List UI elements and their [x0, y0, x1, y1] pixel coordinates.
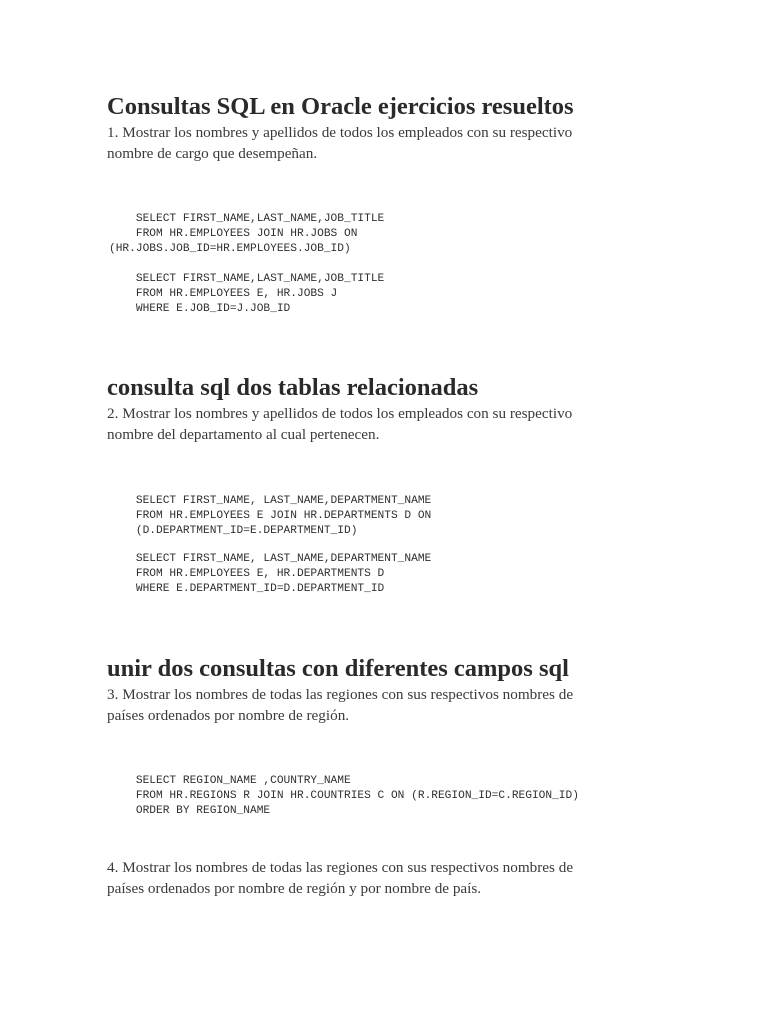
section-1-code-block-2: SELECT FIRST_NAME,LAST_NAME,JOB_TITLE FROM HR.EMPLOYEES E, HR.JOBS J WHERE E.JOB_ID=J.JOB_ID	[135, 273, 385, 315]
section-1-paragraph: 1. Mostrar los nombres y apellidos de todos los empleados con su respectivo nombre de cargo que desempeñan.	[107, 124, 573, 162]
section-1-heading: Consultas SQL en Oracle ejercicios resueltos	[107, 93, 574, 120]
section-4-paragraph: 4. Mostrar los nombres de todas las regiones con sus respectivos nombres de países ordenados por nombre de región y por nombre de país.	[107, 859, 574, 897]
section-3-heading: unir dos consultas con diferentes campos sql	[107, 655, 569, 682]
section-2-code-block-2: SELECT FIRST_NAME, LAST_NAME,DEPARTMENT_NAME FROM HR.EMPLOYEES E, HR.DEPARTMENTS D WHERE E.DEPARTMENT_ID=D.DEPARTMENT_ID	[135, 553, 432, 595]
section-2-heading: consulta sql dos tablas relacionadas	[107, 374, 479, 401]
section-2-paragraph: 2. Mostrar los nombres y apellidos de todos los empleados con su respectivo nombre del departamento al cual pertenecen.	[107, 405, 573, 443]
section-3-code-block-1: SELECT REGION_NAME ,COUNTRY_NAME FROM HR.REGIONS R JOIN HR.COUNTRIES C ON (R.REGION_ID=C.REGION_ID) ORDER BY REGION_NAME	[135, 775, 579, 817]
section-1-code-block-1: SELECT FIRST_NAME,LAST_NAME,JOB_TITLE FROM HR.EMPLOYEES JOIN HR.JOBS ON (HR.JOBS.JOB_ID=HR.EMPLOYEES.JOB_ID)	[109, 213, 385, 255]
section-3-paragraph: 3. Mostrar los nombres de todas las regiones con sus respectivos nombres de países ordenados por nombre de región.	[107, 686, 574, 724]
section-2-code-block-1: SELECT FIRST_NAME, LAST_NAME,DEPARTMENT_NAME FROM HR.EMPLOYEES E JOIN HR.DEPARTMENTS D ON (D.DEPARTMENT_ID=E.DEPARTMENT_ID)	[135, 495, 432, 537]
